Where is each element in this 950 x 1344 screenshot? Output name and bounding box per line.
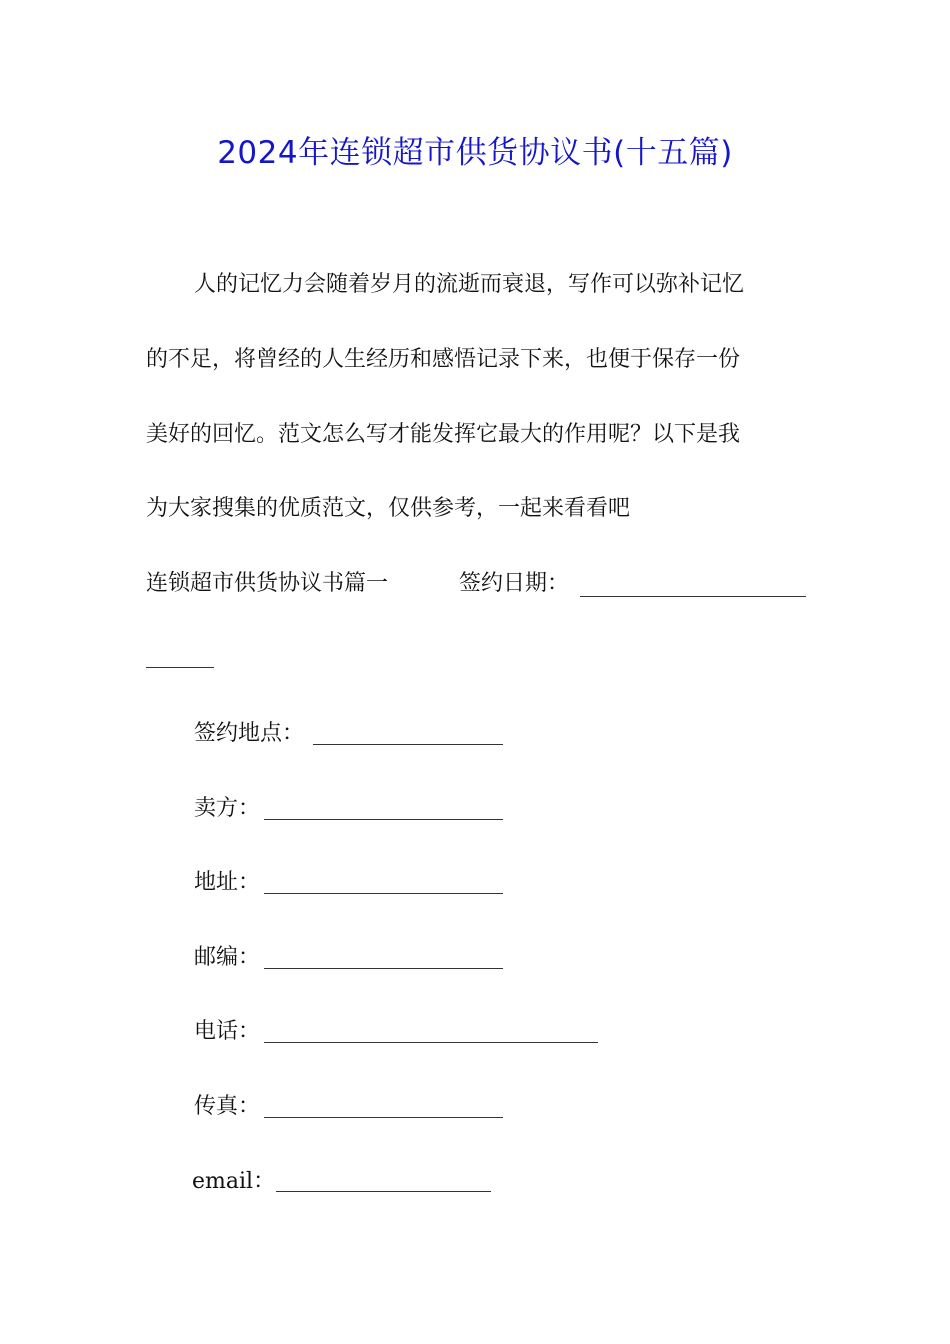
intro-line-4: 为大家搜集的优质范文，仅供参考，一起来看看吧: [146, 496, 631, 521]
section-heading: 连锁超市供货协议书篇一: [146, 571, 389, 596]
fax-blank: [264, 1117, 503, 1118]
sign-date-blank-continued: [146, 667, 214, 668]
sign-date-label: 签约日期：: [459, 571, 570, 596]
intro-line-3: 美好的回忆。范文怎么写才能发挥它最大的作用呢？以下是我: [146, 422, 741, 447]
postcode-label: 邮编：: [194, 945, 261, 970]
sign-date-blank: [580, 596, 806, 597]
email-label: email：: [192, 1169, 276, 1194]
seller-label: 卖方：: [194, 796, 261, 821]
email-blank: [276, 1191, 491, 1192]
phone-blank: [264, 1042, 598, 1043]
postcode-blank: [264, 968, 503, 969]
document-title: 2024年连锁超市供货协议书(十五篇): [217, 135, 733, 171]
sign-location-blank: [313, 744, 503, 745]
intro-line-2: 的不足，将曾经的人生经历和感悟记录下来，也便于保存一份: [146, 347, 741, 372]
sign-location-label: 签约地点：: [194, 721, 305, 746]
address-blank: [264, 893, 503, 894]
fax-label: 传真：: [194, 1094, 261, 1119]
phone-label: 电话：: [194, 1019, 261, 1044]
address-label: 地址：: [194, 870, 261, 895]
seller-blank: [264, 819, 503, 820]
intro-line-1: 人的记忆力会随着岁月的流逝而衰退，写作可以弥补记忆: [194, 272, 745, 297]
